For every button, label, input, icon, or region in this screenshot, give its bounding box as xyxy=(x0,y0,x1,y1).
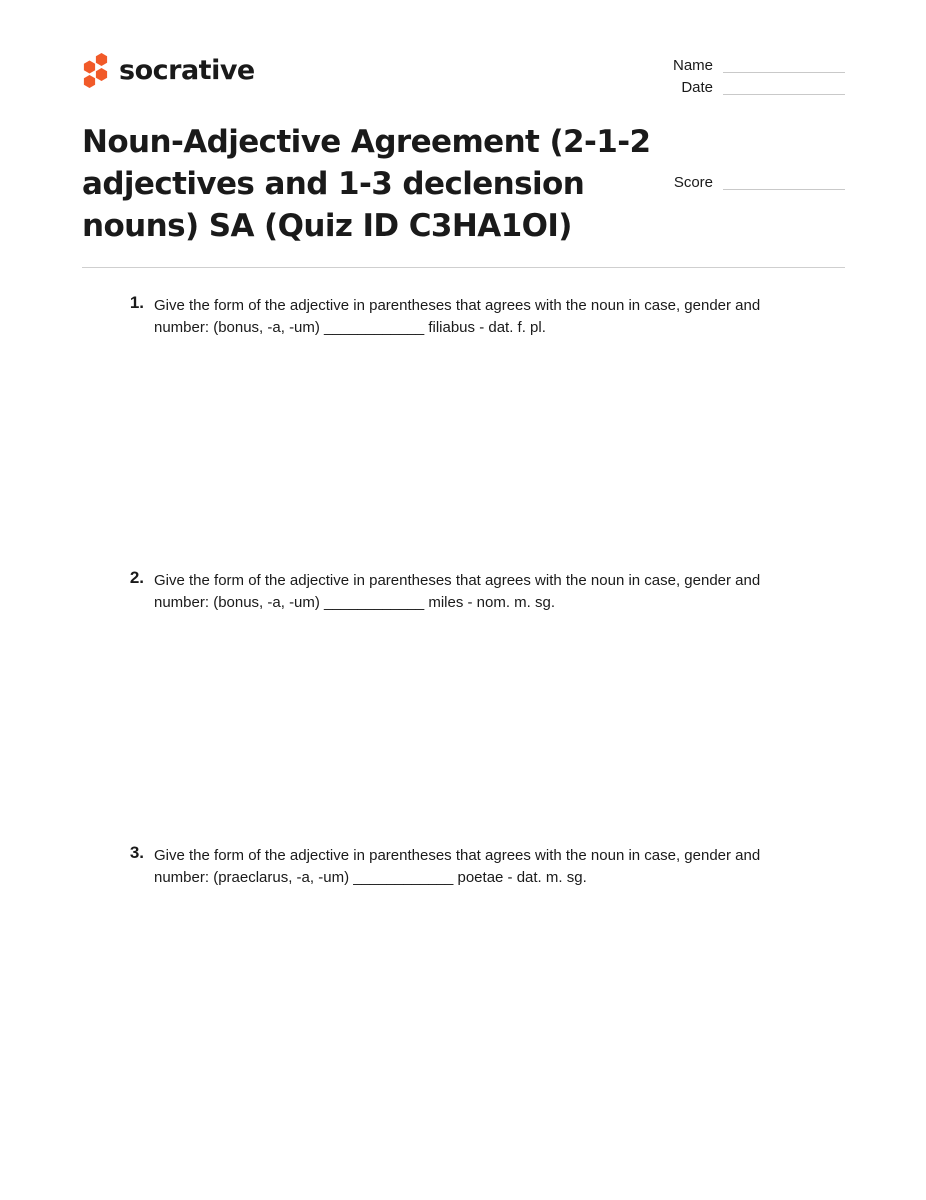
socrative-logo xyxy=(82,52,255,88)
logo-wordmark: socrative xyxy=(119,54,255,86)
question-number: 3. xyxy=(129,843,144,862)
question-number: 2. xyxy=(129,568,144,587)
question-text: Give the form of the adjective in parentheses that agrees with the noun in case, gender and number: (bonus, -a, -um) ____________ miles - nom. m. sg. xyxy=(154,572,761,611)
date-label: Date xyxy=(681,79,713,96)
name-label: Name xyxy=(672,57,713,74)
question-text: Give the form of the adjective in parentheses that agrees with the noun in case, gender and number: (praeclarus, -a, -um) ____________ poetae - dat. m. sg. xyxy=(154,847,761,886)
name-field[interactable] xyxy=(640,57,845,77)
score-line xyxy=(723,189,845,190)
name-line xyxy=(723,72,845,73)
score-field[interactable] xyxy=(640,174,845,194)
date-field[interactable] xyxy=(640,79,845,99)
quiz-title: Noun-Adjective Agreement (2-1-2 adjectives and 1-3 declension nouns) SA (Quiz ID C3HA1OI) xyxy=(82,124,651,244)
date-line xyxy=(723,94,845,95)
hexagon-cluster-icon xyxy=(82,52,110,88)
question-number: 1. xyxy=(129,293,144,312)
header-divider xyxy=(82,267,845,268)
question-text: Give the form of the adjective in parentheses that agrees with the noun in case, gender and number: (bonus, -a, -um) ____________ filiabus - dat. f. pl. xyxy=(154,297,761,336)
score-label: Score xyxy=(673,174,713,191)
